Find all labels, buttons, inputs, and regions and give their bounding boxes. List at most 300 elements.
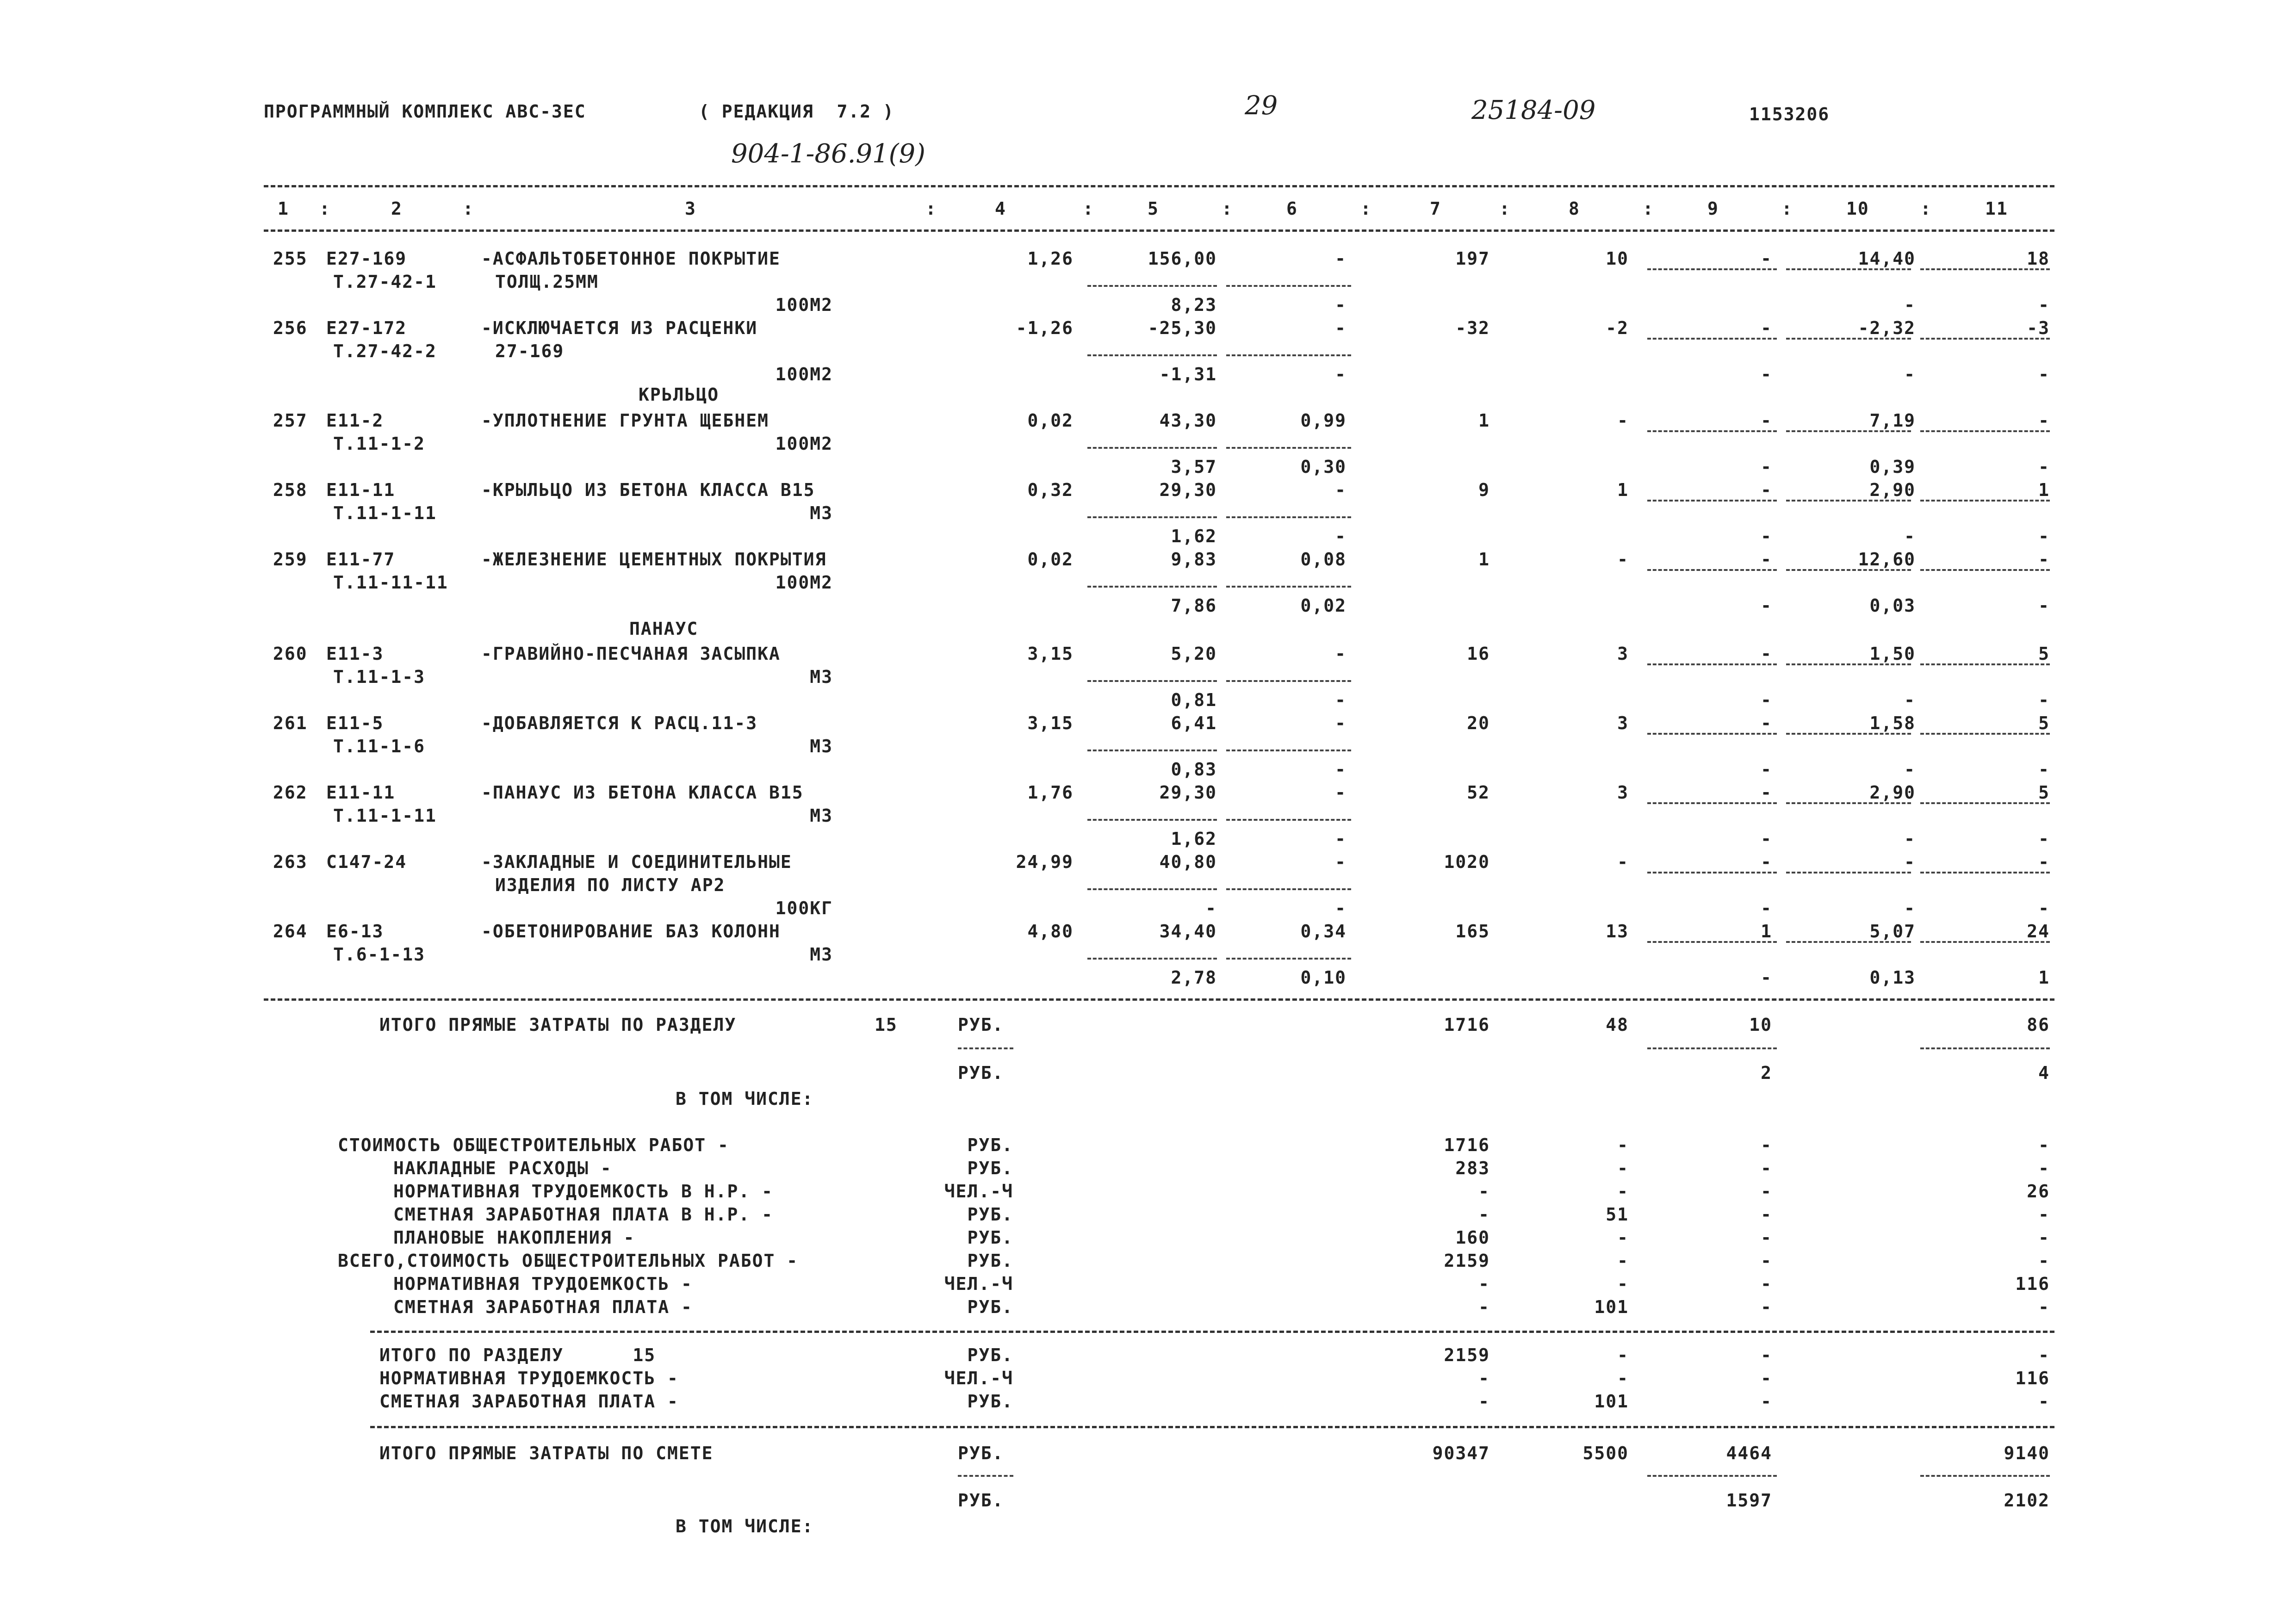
labor-total-rule bbox=[1920, 338, 2050, 340]
labor-rate: -2,32 bbox=[1858, 318, 1916, 338]
table-ref: Т.11-1-3 bbox=[333, 667, 426, 687]
unit: 100М2 bbox=[775, 434, 833, 454]
total-cost: 9 bbox=[1478, 480, 1490, 500]
row-number: 261 bbox=[273, 713, 308, 733]
total-machine-wage: - bbox=[1761, 690, 1772, 710]
labor-rate-rule bbox=[1786, 430, 1911, 432]
table-ref: Т.11-1-6 bbox=[333, 736, 426, 756]
col-sep: : bbox=[319, 198, 331, 219]
labor-rate-rule bbox=[1786, 941, 1911, 943]
summary-c7: 2159 bbox=[1444, 1345, 1490, 1365]
summary-rule-top bbox=[370, 1331, 2054, 1333]
program-title: ПРОГРАММНЫЙ КОМПЛЕКС АВС-3ЕС bbox=[264, 101, 586, 122]
breakdown-c7: 1716 bbox=[1444, 1135, 1490, 1155]
summary-unit: РУБ. bbox=[967, 1345, 1013, 1365]
labor-total-rule bbox=[1920, 569, 2050, 571]
breakdown-label: НАКЛАДНЫЕ РАСХОДЫ - bbox=[393, 1158, 612, 1178]
breakdown-c7: - bbox=[1478, 1181, 1490, 1202]
labor-total: -3 bbox=[2027, 318, 2050, 338]
total-machine-wage: - bbox=[1761, 526, 1772, 546]
quantity: 3,15 bbox=[1027, 713, 1074, 733]
summary-rule-bottom bbox=[370, 1426, 2054, 1428]
section-total-unit-rule bbox=[958, 1047, 1013, 1049]
breakdown-c7: 2159 bbox=[1444, 1251, 1490, 1271]
total-wage: 13 bbox=[1606, 921, 1629, 942]
labor-total-machine: - bbox=[2038, 690, 2050, 710]
price-rule bbox=[1087, 586, 1217, 588]
work-description: -ЖЕЛЕЗНЕНИЕ ЦЕМЕНТНЫХ ПОКРЫТИЯ bbox=[481, 549, 827, 570]
quantity: 0,32 bbox=[1027, 480, 1074, 500]
total-machine: - bbox=[1761, 549, 1772, 570]
labor-total-machine: - bbox=[2038, 898, 2050, 918]
unit-price-wage: -1,31 bbox=[1159, 364, 1217, 384]
price-rule bbox=[1087, 354, 1217, 356]
work-description: -ДОБАВЛЯЕТСЯ К РАСЦ.11-3 bbox=[481, 713, 758, 733]
rate-code: Е11-2 bbox=[326, 410, 384, 431]
machine-price-wage: 0,10 bbox=[1300, 967, 1347, 988]
unit-price: 40,80 bbox=[1159, 852, 1217, 872]
labor-total-machine: - bbox=[2038, 364, 2050, 384]
machine-price-wage: - bbox=[1335, 759, 1347, 780]
machine-total-rule bbox=[1647, 872, 1777, 873]
table-ref: Т.27-42-2 bbox=[333, 341, 437, 361]
price-rule bbox=[1087, 819, 1217, 821]
work-description: -ЗАКЛАДНЫЕ И СОЕДИНИТЕЛЬНЫЕ bbox=[481, 852, 792, 872]
section-total-c9: 10 bbox=[1749, 1015, 1772, 1035]
unit: 100КГ bbox=[775, 898, 833, 918]
breakdown-c8: - bbox=[1617, 1227, 1629, 1248]
unit-price-wage: 1,62 bbox=[1171, 526, 1217, 546]
breakdown-c7: - bbox=[1478, 1297, 1490, 1317]
summary-c8: - bbox=[1617, 1345, 1629, 1365]
section-total-unit2: РУБ. bbox=[958, 1063, 1004, 1083]
breakdown-unit: РУБ. bbox=[967, 1251, 1013, 1271]
total-wage: -2 bbox=[1606, 318, 1629, 338]
col-10: 10 bbox=[1846, 198, 1869, 219]
unit-price-wage: - bbox=[1205, 898, 1217, 918]
labor-rate-machine: - bbox=[1904, 295, 1916, 315]
total-wage: 3 bbox=[1617, 644, 1629, 664]
total-wage: - bbox=[1617, 410, 1629, 431]
total-machine: - bbox=[1761, 852, 1772, 872]
rate-code: Е11-5 bbox=[326, 713, 384, 733]
machine-price: - bbox=[1335, 248, 1347, 269]
rate-code: С147-24 bbox=[326, 852, 407, 872]
labor-rate-machine: 0,39 bbox=[1869, 457, 1916, 477]
labor-total-machine: - bbox=[2038, 295, 2050, 315]
labor-total-rule bbox=[1920, 430, 2050, 432]
labor-rate-machine: - bbox=[1904, 690, 1916, 710]
machine-price: - bbox=[1335, 480, 1347, 500]
col-sep: : bbox=[1643, 198, 1654, 219]
machine-rule bbox=[1226, 586, 1351, 588]
section-total-c11b: 4 bbox=[2038, 1063, 2050, 1083]
col-1: 1 bbox=[278, 198, 289, 219]
machine-rule bbox=[1226, 680, 1351, 682]
breakdown-unit: ЧЕЛ.-Ч bbox=[944, 1181, 1013, 1202]
unit-price: 6,41 bbox=[1171, 713, 1217, 733]
breakdown-c11: - bbox=[2038, 1297, 2050, 1317]
row-number: 256 bbox=[273, 318, 308, 338]
breakdown-unit: РУБ. bbox=[967, 1158, 1013, 1178]
price-rule bbox=[1087, 680, 1217, 682]
total-wage: 1 bbox=[1617, 480, 1629, 500]
total-cost: 1020 bbox=[1444, 852, 1490, 872]
header-rule-bottom bbox=[264, 229, 2054, 232]
labor-rate-rule bbox=[1786, 802, 1911, 804]
total-machine-wage: - bbox=[1761, 595, 1772, 616]
breakdown-c9: - bbox=[1761, 1181, 1772, 1202]
labor-total: - bbox=[2038, 410, 2050, 431]
machine-price: - bbox=[1335, 644, 1347, 664]
machine-price: - bbox=[1335, 852, 1347, 872]
section-total-including: В ТОМ ЧИСЛЕ: bbox=[676, 1089, 814, 1109]
col-7: 7 bbox=[1430, 198, 1441, 219]
machine-total-rule bbox=[1647, 802, 1777, 804]
labor-total-machine: - bbox=[2038, 829, 2050, 849]
breakdown-label: НОРМАТИВНАЯ ТРУДОЕМКОСТЬ - bbox=[393, 1274, 693, 1294]
labor-rate-machine: - bbox=[1904, 364, 1916, 384]
machine-price: 0,08 bbox=[1300, 549, 1347, 570]
work-description-cont: ТОЛЩ.25ММ bbox=[495, 272, 599, 292]
labor-rate-machine: 0,13 bbox=[1869, 967, 1916, 988]
labor-rate-machine: - bbox=[1904, 898, 1916, 918]
breakdown-unit: РУБ. bbox=[967, 1297, 1013, 1317]
total-cost: 16 bbox=[1467, 644, 1490, 664]
unit-price: 29,30 bbox=[1159, 782, 1217, 803]
total-machine: - bbox=[1761, 318, 1772, 338]
labor-total: 18 bbox=[2027, 248, 2050, 269]
labor-rate: 5,07 bbox=[1869, 921, 1916, 942]
machine-price-wage: 0,30 bbox=[1300, 457, 1347, 477]
breakdown-c8: 51 bbox=[1606, 1204, 1629, 1225]
unit-price: 29,30 bbox=[1159, 480, 1217, 500]
breakdown-c11: 116 bbox=[2015, 1274, 2050, 1294]
machine-total-rule bbox=[1647, 268, 1777, 270]
table-ref: Т.11-1-2 bbox=[333, 434, 426, 454]
estimate-total-including: В ТОМ ЧИСЛЕ: bbox=[676, 1516, 814, 1536]
labor-rate: 1,50 bbox=[1869, 644, 1916, 664]
quantity: 4,80 bbox=[1027, 921, 1074, 942]
estimate-total-c7: 90347 bbox=[1432, 1443, 1490, 1463]
machine-rule bbox=[1226, 750, 1351, 751]
machine-rule bbox=[1226, 958, 1351, 960]
price-rule bbox=[1087, 516, 1217, 518]
estimate-total-c11b: 2102 bbox=[2004, 1490, 2050, 1511]
labor-total-machine: 1 bbox=[2038, 967, 2050, 988]
section-total-c11-rule bbox=[1920, 1047, 2050, 1049]
labor-total: - bbox=[2038, 852, 2050, 872]
total-machine: - bbox=[1761, 480, 1772, 500]
estimate-total-c8: 5500 bbox=[1582, 1443, 1629, 1463]
total-cost: 197 bbox=[1455, 248, 1490, 269]
breakdown-unit: РУБ. bbox=[967, 1227, 1013, 1248]
total-wage: - bbox=[1617, 852, 1629, 872]
unit-price-wage: 0,81 bbox=[1171, 690, 1217, 710]
summary-c9: - bbox=[1761, 1345, 1772, 1365]
total-machine: - bbox=[1761, 248, 1772, 269]
labor-total-rule bbox=[1920, 802, 2050, 804]
total-rule bbox=[264, 998, 2054, 1001]
breakdown-c7: 160 bbox=[1455, 1227, 1490, 1248]
machine-price-wage: - bbox=[1335, 526, 1347, 546]
estimate-total-unit2: РУБ. bbox=[958, 1490, 1004, 1511]
summary-c7: - bbox=[1478, 1368, 1490, 1388]
labor-total-machine: - bbox=[2038, 457, 2050, 477]
machine-price-wage: - bbox=[1335, 364, 1347, 384]
labor-rate-rule bbox=[1786, 268, 1911, 270]
row-number: 255 bbox=[273, 248, 308, 269]
breakdown-unit: РУБ. bbox=[967, 1135, 1013, 1155]
col-sep: : bbox=[1781, 198, 1793, 219]
rate-code: Е11-11 bbox=[326, 480, 396, 500]
unit-price: 9,83 bbox=[1171, 549, 1217, 570]
total-machine: - bbox=[1761, 782, 1772, 803]
labor-rate: 7,19 bbox=[1869, 410, 1916, 431]
section-total-c9-rule bbox=[1647, 1047, 1777, 1049]
col-9: 9 bbox=[1707, 198, 1719, 219]
breakdown-c8: - bbox=[1617, 1181, 1629, 1202]
labor-rate: 14,40 bbox=[1858, 248, 1916, 269]
col-11: 11 bbox=[1985, 198, 2008, 219]
total-machine-wage: - bbox=[1761, 759, 1772, 780]
rate-code: Е6-13 bbox=[326, 921, 384, 942]
row-number: 262 bbox=[273, 782, 308, 803]
summary-label: ИТОГО ПО РАЗДЕЛУ 15 bbox=[379, 1345, 656, 1365]
labor-total-machine: - bbox=[2038, 759, 2050, 780]
col-sep: : bbox=[463, 198, 474, 219]
quantity: 0,02 bbox=[1027, 549, 1074, 570]
series-number: 904-1-86.91(9) bbox=[731, 139, 925, 169]
total-cost: 20 bbox=[1467, 713, 1490, 733]
summary-unit: ЧЕЛ.-Ч bbox=[944, 1368, 1013, 1388]
table-ref: Т.27-42-1 bbox=[333, 272, 437, 292]
price-rule bbox=[1087, 888, 1217, 890]
col-5: 5 bbox=[1148, 198, 1159, 219]
section-total-c7: 1716 bbox=[1444, 1015, 1490, 1035]
work-description: -ИСКЛЮЧАЕТСЯ ИЗ РАСЦЕНКИ bbox=[481, 318, 758, 338]
row-number: 259 bbox=[273, 549, 308, 570]
unit: М3 bbox=[810, 667, 833, 687]
col-2: 2 bbox=[391, 198, 403, 219]
rate-code: Е11-77 bbox=[326, 549, 396, 570]
unit-price: 5,20 bbox=[1171, 644, 1217, 664]
machine-price: 0,99 bbox=[1300, 410, 1347, 431]
estimate-total-unit: РУБ. bbox=[958, 1443, 1004, 1463]
labor-rate-rule bbox=[1786, 663, 1911, 665]
price-rule bbox=[1087, 447, 1217, 449]
breakdown-c8: - bbox=[1617, 1251, 1629, 1271]
work-description: -КРЫЛЬЦО ИЗ БЕТОНА КЛАССА В15 bbox=[481, 480, 815, 500]
total-cost: -32 bbox=[1455, 318, 1490, 338]
col-sep: : bbox=[1222, 198, 1233, 219]
breakdown-c7: - bbox=[1478, 1274, 1490, 1294]
total-wage: 3 bbox=[1617, 713, 1629, 733]
breakdown-label: ПЛАНОВЫЕ НАКОПЛЕНИЯ - bbox=[393, 1227, 635, 1248]
breakdown-c8: - bbox=[1617, 1274, 1629, 1294]
breakdown-label: СМЕТНАЯ ЗАРАБОТНАЯ ПЛАТА В Н.Р. - bbox=[393, 1204, 773, 1225]
section-total-c11: 86 bbox=[2027, 1015, 2050, 1035]
section-total-label: ИТОГО ПРЯМЫЕ ЗАТРАТЫ ПО РАЗДЕЛУ bbox=[379, 1015, 737, 1035]
project-number: 25184-09 bbox=[1471, 95, 1596, 125]
summary-unit: РУБ. bbox=[967, 1391, 1013, 1412]
col-sep: : bbox=[1083, 198, 1094, 219]
section-total-c8: 48 bbox=[1606, 1015, 1629, 1035]
machine-total-rule bbox=[1647, 569, 1777, 571]
machine-price: 0,34 bbox=[1300, 921, 1347, 942]
breakdown-c11: - bbox=[2038, 1227, 2050, 1248]
unit-price: 43,30 bbox=[1159, 410, 1217, 431]
total-cost: 1 bbox=[1478, 549, 1490, 570]
labor-total-rule bbox=[1920, 872, 2050, 873]
total-machine: - bbox=[1761, 644, 1772, 664]
col-4: 4 bbox=[995, 198, 1006, 219]
estimate-total-c9b: 1597 bbox=[1726, 1490, 1772, 1511]
summary-label: НОРМАТИВНАЯ ТРУДОЕМКОСТЬ - bbox=[379, 1368, 679, 1388]
row-number: 263 bbox=[273, 852, 308, 872]
breakdown-c9: - bbox=[1761, 1251, 1772, 1271]
unit: М3 bbox=[810, 736, 833, 756]
total-machine-wage: - bbox=[1761, 898, 1772, 918]
unit-price-wage: 2,78 bbox=[1171, 967, 1217, 988]
machine-price-wage: 0,02 bbox=[1300, 595, 1347, 616]
machine-total-rule bbox=[1647, 941, 1777, 943]
unit-price: 34,40 bbox=[1159, 921, 1217, 942]
breakdown-c11: - bbox=[2038, 1135, 2050, 1155]
breakdown-label: СМЕТНАЯ ЗАРАБОТНАЯ ПЛАТА - bbox=[393, 1297, 693, 1317]
unit-price: 156,00 bbox=[1148, 248, 1217, 269]
labor-rate: 2,90 bbox=[1869, 782, 1916, 803]
breakdown-unit: ЧЕЛ.-Ч bbox=[944, 1274, 1013, 1294]
labor-rate-machine: 0,03 bbox=[1869, 595, 1916, 616]
summary-label: СМЕТНАЯ ЗАРАБОТНАЯ ПЛАТА - bbox=[379, 1391, 679, 1412]
col-sep: : bbox=[1920, 198, 1932, 219]
unit-price-wage: 3,57 bbox=[1171, 457, 1217, 477]
labor-rate-rule bbox=[1786, 872, 1911, 873]
heading-apron: ПАНАУС bbox=[629, 619, 699, 639]
unit: М3 bbox=[810, 503, 833, 523]
total-cost: 52 bbox=[1467, 782, 1490, 803]
quantity: -1,26 bbox=[1016, 318, 1074, 338]
table-ref: Т.11-1-11 bbox=[333, 805, 437, 826]
col-sep: : bbox=[1360, 198, 1372, 219]
quantity: 1,76 bbox=[1027, 782, 1074, 803]
breakdown-c9: - bbox=[1761, 1158, 1772, 1178]
rate-code: Е27-169 bbox=[326, 248, 407, 269]
price-rule bbox=[1087, 750, 1217, 751]
machine-total-rule bbox=[1647, 338, 1777, 340]
breakdown-c9: - bbox=[1761, 1135, 1772, 1155]
work-description-cont: 27-169 bbox=[495, 341, 565, 361]
work-description: -АСФАЛЬТОБЕТОННОЕ ПОКРЫТИЕ bbox=[481, 248, 781, 269]
labor-rate: - bbox=[1904, 852, 1916, 872]
machine-price-wage: - bbox=[1335, 690, 1347, 710]
breakdown-c11: - bbox=[2038, 1158, 2050, 1178]
breakdown-c11: 26 bbox=[2027, 1181, 2050, 1202]
labor-total-rule bbox=[1920, 941, 2050, 943]
price-rule bbox=[1087, 958, 1217, 960]
unit-price-wage: 8,23 bbox=[1171, 295, 1217, 315]
heading-porch: КРЬЛЬЦО bbox=[639, 384, 720, 405]
labor-total: 1 bbox=[2038, 480, 2050, 500]
page-number: 29 bbox=[1245, 91, 1278, 121]
col-8: 8 bbox=[1569, 198, 1580, 219]
total-machine-wage: - bbox=[1761, 829, 1772, 849]
breakdown-c9: - bbox=[1761, 1204, 1772, 1225]
breakdown-label: СТОИМОСТЬ ОБЩЕСТРОИТЕЛЬНЫХ РАБОТ - bbox=[338, 1135, 729, 1155]
col-sep: : bbox=[925, 198, 937, 219]
col-3: 3 bbox=[685, 198, 696, 219]
machine-rule bbox=[1226, 516, 1351, 518]
row-number: 264 bbox=[273, 921, 308, 942]
breakdown-c9: - bbox=[1761, 1297, 1772, 1317]
machine-total-rule bbox=[1647, 663, 1777, 665]
labor-rate-rule bbox=[1786, 569, 1911, 571]
labor-total-rule bbox=[1920, 663, 2050, 665]
price-rule bbox=[1087, 285, 1217, 287]
unit-price-wage: 0,83 bbox=[1171, 759, 1217, 780]
breakdown-unit: РУБ. bbox=[967, 1204, 1013, 1225]
machine-rule bbox=[1226, 888, 1351, 890]
rate-code: Е11-3 bbox=[326, 644, 384, 664]
machine-price-wage: - bbox=[1335, 898, 1347, 918]
labor-rate-machine: - bbox=[1904, 759, 1916, 780]
machine-rule bbox=[1226, 285, 1351, 287]
work-description: -ПАНАУС ИЗ БЕТОНА КЛАССА В15 bbox=[481, 782, 804, 803]
breakdown-c9: - bbox=[1761, 1274, 1772, 1294]
labor-total-machine: - bbox=[2038, 595, 2050, 616]
edition-label: ( РЕДАКЦИЯ 7.2 ) bbox=[699, 101, 894, 122]
labor-rate: 2,90 bbox=[1869, 480, 1916, 500]
labor-rate-machine: - bbox=[1904, 526, 1916, 546]
quantity: 0,02 bbox=[1027, 410, 1074, 431]
labor-total: 5 bbox=[2038, 644, 2050, 664]
breakdown-c11: - bbox=[2038, 1204, 2050, 1225]
total-machine-wage: - bbox=[1761, 457, 1772, 477]
machine-price-wage: - bbox=[1335, 295, 1347, 315]
machine-price: - bbox=[1335, 713, 1347, 733]
unit: 100М2 bbox=[775, 364, 833, 384]
total-cost: 165 bbox=[1455, 921, 1490, 942]
work-description: -ГРАВИЙНО-ПЕСЧАНАЯ ЗАСЫПКА bbox=[481, 644, 781, 664]
summary-c8: 101 bbox=[1594, 1391, 1629, 1412]
breakdown-c8: - bbox=[1617, 1158, 1629, 1178]
rate-code: Е11-11 bbox=[326, 782, 396, 803]
unit: М3 bbox=[810, 944, 833, 965]
section-total-c9b: 2 bbox=[1761, 1063, 1772, 1083]
labor-total: - bbox=[2038, 549, 2050, 570]
breakdown-label: НОРМАТИВНАЯ ТРУДОЕМКОСТЬ В Н.Р. - bbox=[393, 1181, 773, 1202]
document-code: 1153206 bbox=[1749, 104, 1830, 124]
quantity: 1,26 bbox=[1027, 248, 1074, 269]
summary-c8: - bbox=[1617, 1368, 1629, 1388]
labor-total: 5 bbox=[2038, 713, 2050, 733]
work-description-cont: ИЗДЕЛИЯ ПО ЛИСТУ АР2 bbox=[495, 875, 726, 895]
row-number: 260 bbox=[273, 644, 308, 664]
rate-code: Е27-172 bbox=[326, 318, 407, 338]
estimate-total-c9: 4464 bbox=[1726, 1443, 1772, 1463]
total-cost: 1 bbox=[1478, 410, 1490, 431]
quantity: 24,99 bbox=[1016, 852, 1074, 872]
estimate-total-c11: 9140 bbox=[2004, 1443, 2050, 1463]
labor-total-rule bbox=[1920, 500, 2050, 502]
col-6: 6 bbox=[1286, 198, 1298, 219]
unit-price-wage: 1,62 bbox=[1171, 829, 1217, 849]
unit: 100М2 bbox=[775, 295, 833, 315]
machine-price: - bbox=[1335, 318, 1347, 338]
total-machine: 1 bbox=[1761, 921, 1772, 942]
unit-price: -25,30 bbox=[1148, 318, 1217, 338]
